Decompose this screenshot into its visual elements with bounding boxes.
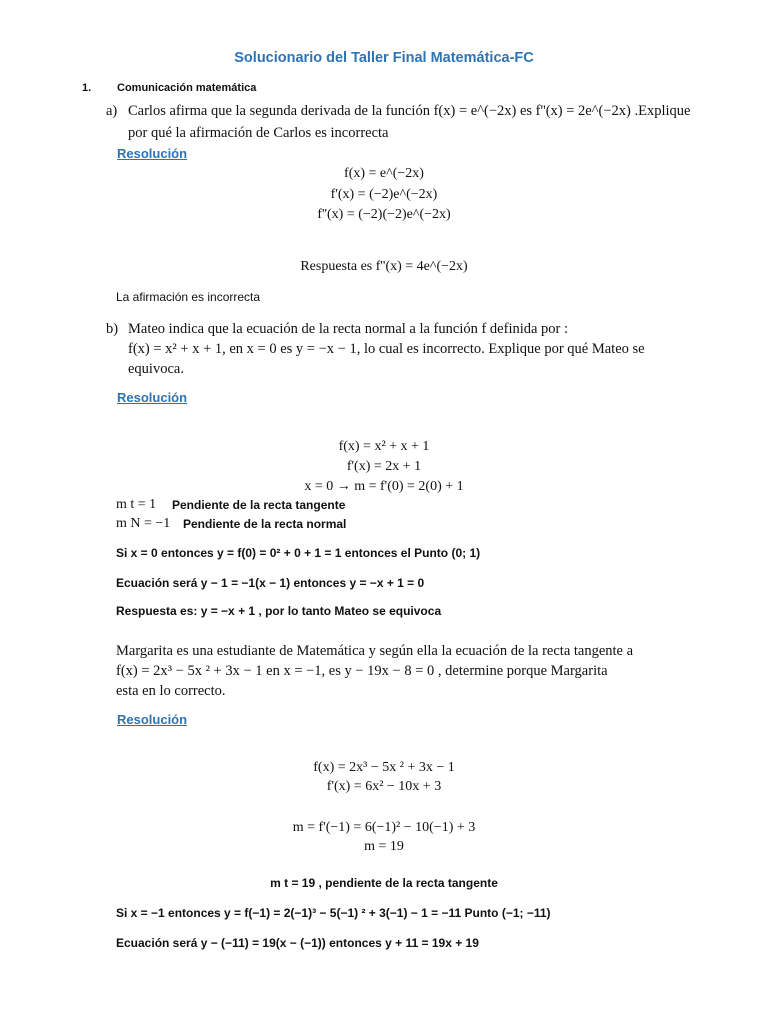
page-title: Solucionario del Taller Final Matemática-FC xyxy=(234,50,534,66)
section-title: Comunicación matemática xyxy=(117,82,257,94)
b-eq1: f(x) = x² + x + 1 xyxy=(338,439,430,454)
b-respuesta-line: Respuesta es: y = −x + 1 , por lo tanto Mateo se equivoca xyxy=(116,604,442,618)
item-a-label: a) xyxy=(106,103,118,119)
c-mt-line: m t = 19 , pendiente de la recta tangente xyxy=(270,876,498,890)
c-eq2: f'(x) = 6x² − 10x + 3 xyxy=(326,779,442,794)
item-b-line3: equivoca. xyxy=(128,361,184,377)
section-number: 1. xyxy=(82,82,92,94)
a-eq3: f''(x) = (−2)(−2)e^(−2x) xyxy=(317,207,451,222)
b-mt-symbol: m t = 1 xyxy=(116,497,157,512)
item-c-line1: Margarita es una estudiante de Matemática y según ella la ecuación de la recta tangente a xyxy=(116,643,634,659)
a-eq2: f'(x) = (−2)e^(−2x) xyxy=(330,187,438,202)
item-b-label: b) xyxy=(106,321,119,337)
resolucion-c-heading: Resolución xyxy=(117,712,188,727)
b-ecuacion-line: Ecuación será y − 1 = −1(x − 1) entonces y = −x + 1 = 0 xyxy=(116,576,425,590)
resolucion-a-heading: Resolución xyxy=(117,146,188,161)
b-mt-text: Pendiente de la recta tangente xyxy=(172,498,346,512)
b-mn-symbol: m N = −1 xyxy=(116,516,171,531)
c-eq4: m = 19 xyxy=(364,839,404,854)
c-ecuacion-line: Ecuación será y − (−11) = 19(x − (−1)) entonces y + 11 = 19x + 19 xyxy=(116,936,479,950)
item-b-line2: f(x) = x² + x + 1, en x = 0 es y = −x − 1, lo cual es incorrecto. Explique por qué Mateo se xyxy=(128,341,645,357)
c-si-line: Si x = −1 entonces y = f(−1) = 2(−1)³ − 5(−1) ² + 3(−1) − 1 = −11 Punto (−1; −11) xyxy=(116,906,551,920)
a-eq1: f(x) = e^(−2x) xyxy=(344,166,424,181)
a-respuesta: Respuesta es f''(x) = 4e^(−2x) xyxy=(300,259,468,274)
b-mn-text: Pendiente de la recta normal xyxy=(183,517,347,531)
c-eq1: f(x) = 2x³ − 5x ² + 3x − 1 xyxy=(313,760,455,775)
item-b-line1: Mateo indica que la ecuación de la recta normal a la función f definida por : xyxy=(128,321,569,337)
item-c-line3: esta en lo correcto. xyxy=(116,683,226,699)
item-a-line1: Carlos afirma que la segunda derivada de la función f(x) = e^(−2x) es f''(x) = 2e^(−2x) .Explique xyxy=(128,103,691,119)
item-c-line2: f(x) = 2x³ − 5x ² + 3x − 1 en x = −1, es y − 19x − 8 = 0 , determine porque Margarita xyxy=(116,663,608,679)
c-eq3: m = f'(−1) = 6(−1)² − 10(−1) + 3 xyxy=(292,820,476,835)
a-conclusion: La afirmación es incorrecta xyxy=(116,290,261,304)
b-eq2: f'(x) = 2x + 1 xyxy=(346,459,422,474)
item-a-line2: por qué la afirmación de Carlos es incorrecta xyxy=(128,125,389,141)
b-si-line: Si x = 0 entonces y = f(0) = 0² + 0 + 1 = 1 entonces el Punto (0; 1) xyxy=(116,546,481,560)
resolucion-b-heading: Resolución xyxy=(117,390,188,405)
b-eq3: x = 0 → m = f'(0) = 2(0) + 1 xyxy=(304,479,464,494)
